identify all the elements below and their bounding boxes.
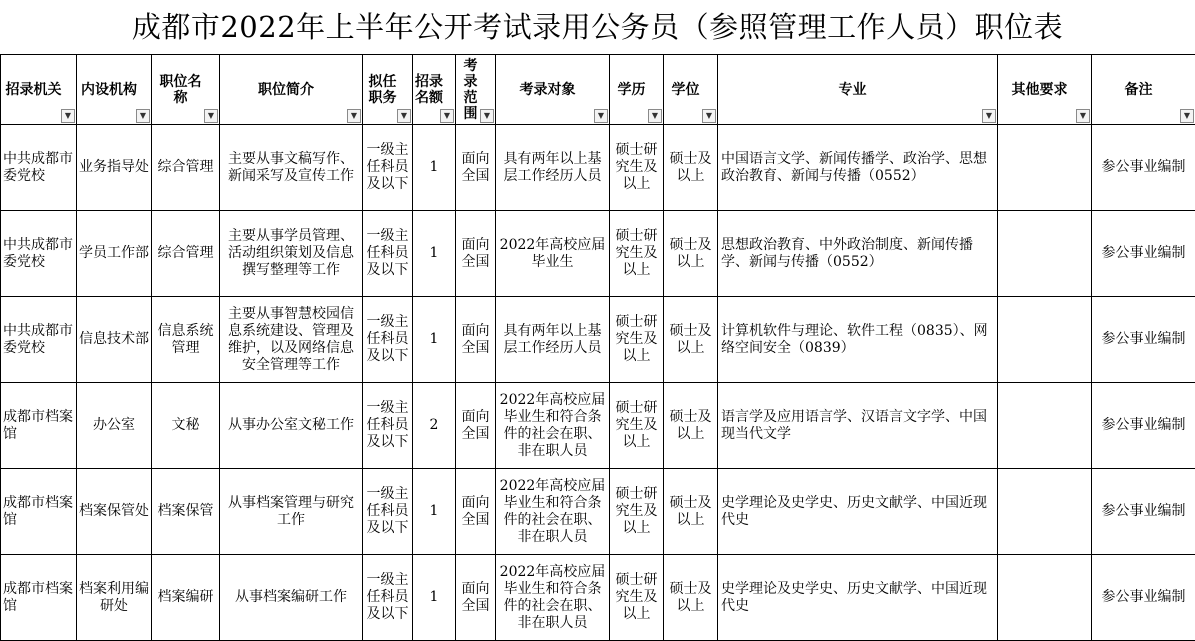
cell-degree: 硕士及以上 <box>664 469 718 555</box>
cell-scope: 面向全国 <box>456 211 496 297</box>
cell-scope: 面向全国 <box>456 383 496 469</box>
column-header-target <box>496 55 610 125</box>
header-row <box>1 55 1195 125</box>
cell-education: 硕士研究生及以上 <box>610 555 664 641</box>
column-header-label: 考录范围 <box>456 58 495 122</box>
column-header-label: 学位 <box>664 82 717 98</box>
cell-target: 2022年高校应届毕业生和符合条件的社会在职、非在职人员 <box>496 383 610 469</box>
cell-description: 主要从事文稿写作、新闻采写及宣传工作 <box>220 125 363 211</box>
column-header-note <box>1092 55 1195 125</box>
column-header-label: 职位简介 <box>220 82 362 98</box>
table-row <box>1 469 1195 555</box>
cell-position: 文秘 <box>152 383 220 469</box>
cell-major: 史学理论及史学史、历史文献学、中国近现代史 <box>718 555 998 641</box>
cell-other <box>998 555 1092 641</box>
column-header-label: 考录对象 <box>496 82 609 98</box>
cell-description: 从事办公室文秘工作 <box>220 383 363 469</box>
cell-other <box>998 297 1092 383</box>
cell-target: 具有两年以上基层工作经历人员 <box>496 297 610 383</box>
column-header-scope <box>456 55 496 125</box>
cell-education: 硕士研究生及以上 <box>610 297 664 383</box>
cell-quota: 1 <box>413 469 456 555</box>
table-row <box>1 297 1195 383</box>
cell-agency: 中共成都市委党校 <box>1 211 77 297</box>
filter-dropdown-icon[interactable]: ▼ <box>982 109 996 123</box>
cell-agency: 成都市档案馆 <box>1 555 77 641</box>
cell-education: 硕士研究生及以上 <box>610 383 664 469</box>
column-header-major <box>718 55 998 125</box>
cell-major: 计算机软件与理论、软件工程（0835）、网络空间安全（0839） <box>718 297 998 383</box>
cell-department: 档案保管处 <box>77 469 152 555</box>
column-header-label: 其他要求 <box>998 82 1091 98</box>
column-header-position <box>152 55 220 125</box>
table-row <box>1 211 1195 297</box>
filter-dropdown-icon[interactable]: ▼ <box>648 109 662 123</box>
filter-dropdown-icon[interactable]: ▼ <box>61 109 75 123</box>
cell-other <box>998 383 1092 469</box>
filter-dropdown-icon[interactable]: ▼ <box>702 109 716 123</box>
table-row <box>1 383 1195 469</box>
cell-agency: 中共成都市委党校 <box>1 297 77 383</box>
cell-quota: 1 <box>413 555 456 641</box>
cell-degree: 硕士及以上 <box>664 383 718 469</box>
filter-dropdown-icon[interactable]: ▼ <box>397 109 411 123</box>
cell-target: 2022年高校应届毕业生和符合条件的社会在职、非在职人员 <box>496 469 610 555</box>
cell-position: 综合管理 <box>152 211 220 297</box>
cell-major: 语言学及应用语言学、汉语言文字学、中国现当代文学 <box>718 383 998 469</box>
cell-major: 史学理论及史学史、历史文献学、中国近现代史 <box>718 469 998 555</box>
cell-scope: 面向全国 <box>456 297 496 383</box>
cell-degree: 硕士及以上 <box>664 211 718 297</box>
cell-degree: 硕士及以上 <box>664 297 718 383</box>
cell-description: 从事档案编研工作 <box>220 555 363 641</box>
cell-scope: 面向全国 <box>456 125 496 211</box>
cell-rank: 一级主任科员及以下 <box>363 297 413 383</box>
table-body <box>1 125 1195 641</box>
cell-rank: 一级主任科员及以下 <box>363 125 413 211</box>
cell-degree: 硕士及以上 <box>664 125 718 211</box>
column-header-label: 专业 <box>718 82 997 98</box>
cell-position: 档案编研 <box>152 555 220 641</box>
cell-note: 参公事业编制 <box>1092 125 1195 211</box>
cell-rank: 一级主任科员及以下 <box>363 383 413 469</box>
column-header-label: 职位名称 <box>152 74 219 106</box>
cell-position: 综合管理 <box>152 125 220 211</box>
cell-description: 主要从事学员管理、活动组织策划及信息撰写整理等工作 <box>220 211 363 297</box>
cell-position: 信息系统管理 <box>152 297 220 383</box>
cell-department: 业务指导处 <box>77 125 152 211</box>
cell-note: 参公事业编制 <box>1092 383 1195 469</box>
column-header-degree <box>664 55 718 125</box>
cell-quota: 1 <box>413 211 456 297</box>
filter-dropdown-icon[interactable]: ▼ <box>594 109 608 123</box>
cell-other <box>998 125 1092 211</box>
cell-education: 硕士研究生及以上 <box>610 125 664 211</box>
cell-rank: 一级主任科员及以下 <box>363 555 413 641</box>
filter-dropdown-icon[interactable]: ▼ <box>347 109 361 123</box>
page-title: 成都市2022年上半年公开考试录用公务员（参照管理工作人员）职位表 <box>0 0 1195 54</box>
cell-department: 办公室 <box>77 383 152 469</box>
filter-dropdown-icon[interactable]: ▼ <box>480 109 494 123</box>
column-header-label: 招录机关 <box>1 82 76 98</box>
cell-description: 主要从事智慧校园信息系统建设、管理及维护，以及网络信息安全管理等工作 <box>220 297 363 383</box>
filter-dropdown-icon[interactable]: ▼ <box>1180 109 1194 123</box>
cell-quota: 1 <box>413 125 456 211</box>
cell-target: 具有两年以上基层工作经历人员 <box>496 125 610 211</box>
position-table <box>0 54 1195 641</box>
cell-agency: 成都市档案馆 <box>1 383 77 469</box>
column-header-label: 备注 <box>1092 82 1195 98</box>
cell-department: 学员工作部 <box>77 211 152 297</box>
cell-education: 硕士研究生及以上 <box>610 469 664 555</box>
column-header-label: 招录名额 <box>413 74 455 106</box>
filter-dropdown-icon[interactable]: ▼ <box>136 109 150 123</box>
column-header-label: 学历 <box>610 82 663 98</box>
cell-department: 信息技术部 <box>77 297 152 383</box>
column-header-rank <box>363 55 413 125</box>
cell-rank: 一级主任科员及以下 <box>363 469 413 555</box>
table-row <box>1 125 1195 211</box>
cell-scope: 面向全国 <box>456 555 496 641</box>
column-header-education <box>610 55 664 125</box>
cell-department: 档案利用编研处 <box>77 555 152 641</box>
cell-scope: 面向全国 <box>456 469 496 555</box>
filter-dropdown-icon[interactable]: ▼ <box>440 109 454 123</box>
column-header-label: 内设机构 <box>77 82 151 98</box>
cell-note: 参公事业编制 <box>1092 469 1195 555</box>
filter-dropdown-icon[interactable]: ▼ <box>1076 109 1090 123</box>
table-row <box>1 555 1195 641</box>
cell-major: 思想政治教育、中外政治制度、新闻传播学、新闻与传播（0552） <box>718 211 998 297</box>
cell-note: 参公事业编制 <box>1092 555 1195 641</box>
column-header-agency <box>1 55 77 125</box>
cell-quota: 2 <box>413 383 456 469</box>
cell-other <box>998 469 1092 555</box>
cell-rank: 一级主任科员及以下 <box>363 211 413 297</box>
cell-degree: 硕士及以上 <box>664 555 718 641</box>
cell-target: 2022年高校应届毕业生 <box>496 211 610 297</box>
cell-position: 档案保管 <box>152 469 220 555</box>
column-header-label: 拟任职务 <box>363 74 412 106</box>
column-header-description <box>220 55 363 125</box>
cell-education: 硕士研究生及以上 <box>610 211 664 297</box>
cell-agency: 中共成都市委党校 <box>1 125 77 211</box>
cell-target: 2022年高校应届毕业生和符合条件的社会在职、非在职人员 <box>496 555 610 641</box>
column-header-other <box>998 55 1092 125</box>
column-header-quota <box>413 55 456 125</box>
cell-quota: 1 <box>413 297 456 383</box>
cell-note: 参公事业编制 <box>1092 297 1195 383</box>
cell-agency: 成都市档案馆 <box>1 469 77 555</box>
column-header-department <box>77 55 152 125</box>
cell-major: 中国语言文学、新闻传播学、政治学、思想政治教育、新闻与传播（0552） <box>718 125 998 211</box>
cell-other <box>998 211 1092 297</box>
cell-description: 从事档案管理与研究工作 <box>220 469 363 555</box>
filter-dropdown-icon[interactable]: ▼ <box>204 109 218 123</box>
cell-note: 参公事业编制 <box>1092 211 1195 297</box>
